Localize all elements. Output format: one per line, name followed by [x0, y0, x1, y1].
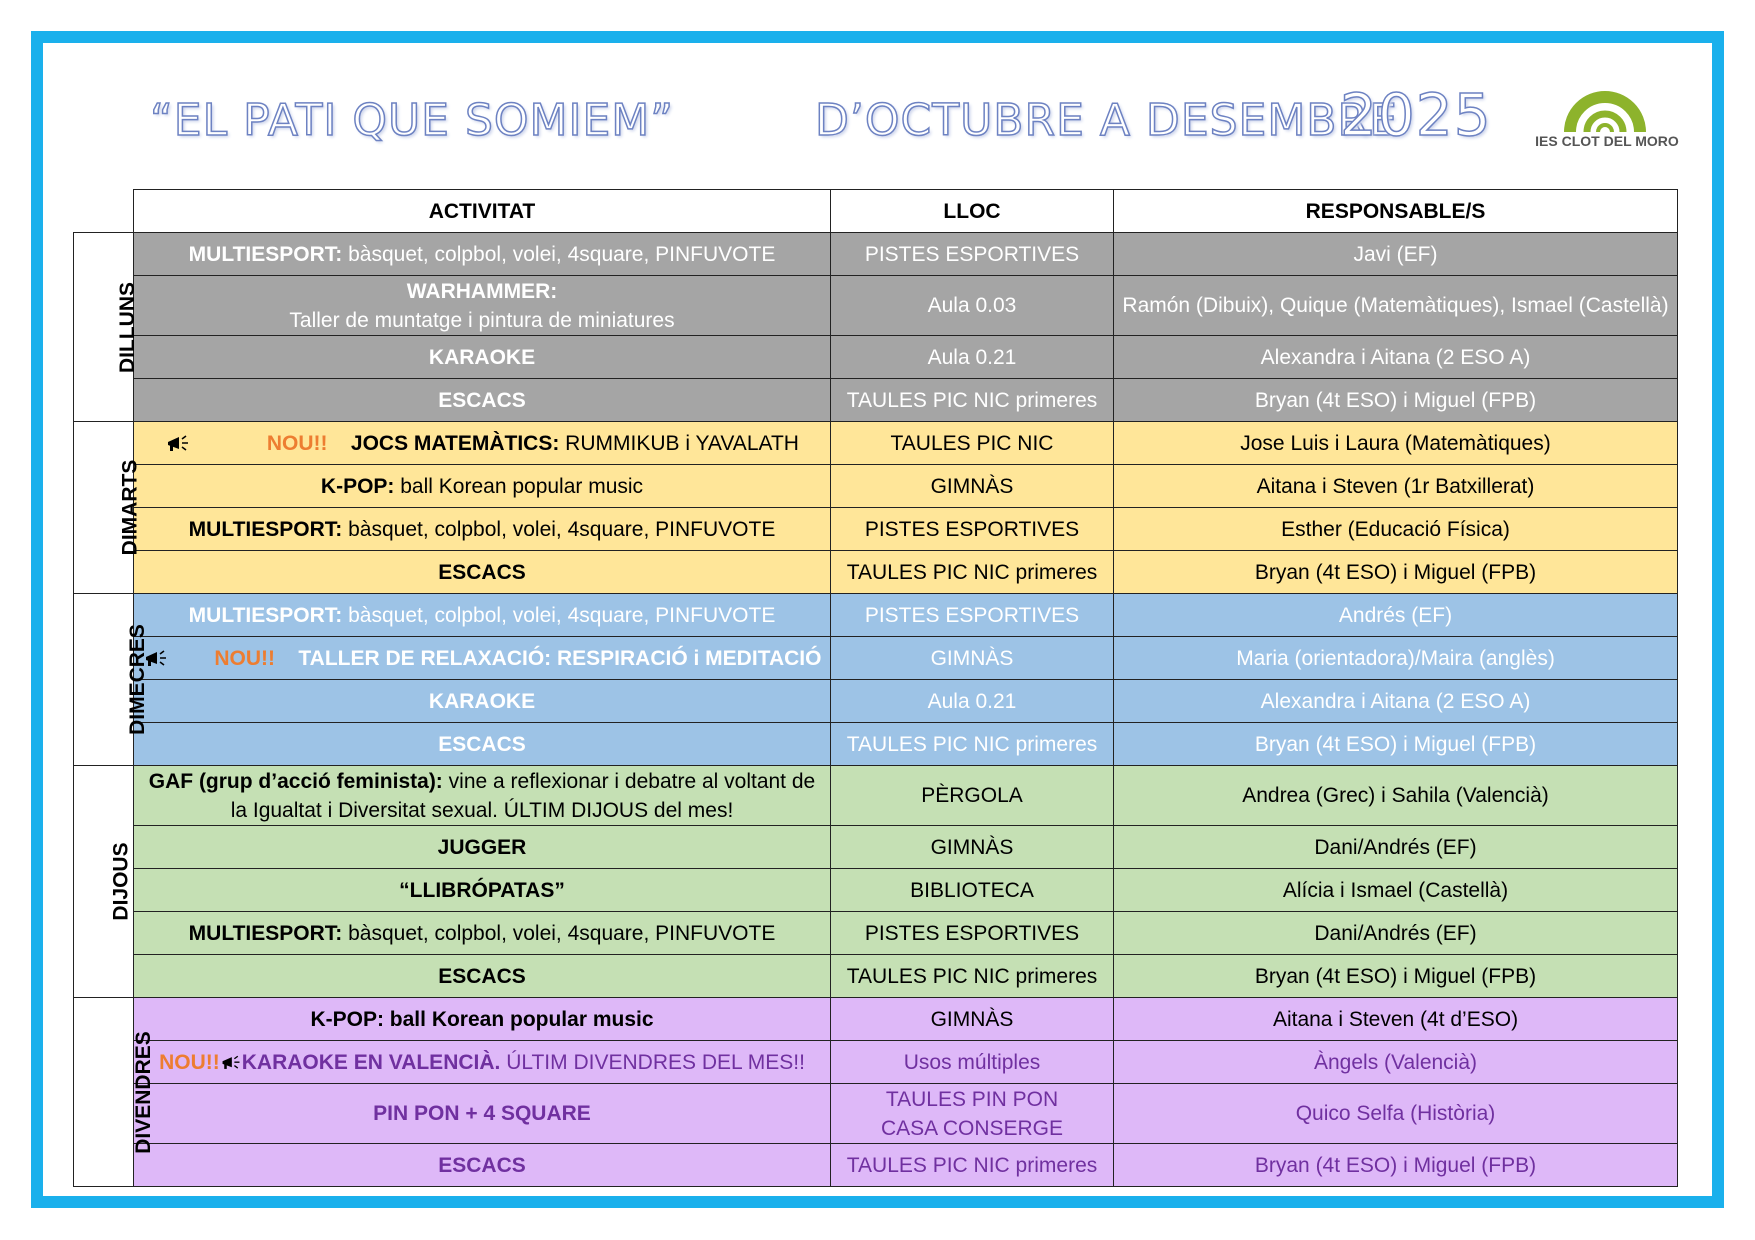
table-row	[74, 508, 1678, 551]
table-row	[74, 379, 1678, 422]
table-row	[74, 551, 1678, 594]
new-badge: NOU!!	[214, 646, 276, 670]
place-cell: GIMNÀS	[831, 637, 1114, 680]
place-cell: Usos múltiples	[831, 1041, 1114, 1084]
activity-cell: ESCACS	[134, 379, 831, 422]
table-row	[74, 1084, 1678, 1144]
day-label-dimarts: DIMARTS	[74, 422, 134, 594]
table-row	[74, 422, 1678, 465]
activity-cell: WARHAMMER: Taller de muntatge i pintura de miniatures	[134, 276, 831, 336]
activity-cell: KARAOKE	[134, 336, 831, 379]
place-cell: Aula 0.21	[831, 680, 1114, 723]
place-cell: TAULES PIC NIC primeres	[831, 955, 1114, 998]
new-badge: NOU!!	[266, 431, 328, 455]
table-row	[74, 998, 1678, 1041]
activity-cell: NOU!! TALLER DE RELAXACIÓ: RESPIRACIÓ i MEDITACIÓ	[134, 637, 831, 680]
new-badge: NOU!!	[159, 1050, 220, 1074]
responsible-cell: Javi (EF)	[1114, 233, 1678, 276]
activity-cell: NOU!! JOCS MATEMÀTICS: RUMMIKUB i YAVALATH	[134, 422, 831, 465]
megaphone-icon	[220, 1053, 242, 1073]
responsible-cell: Àngels (Valencià)	[1114, 1041, 1678, 1084]
activity-cell: “LLIBRÓPATAS”	[134, 869, 831, 912]
responsible-cell: Aitana i Steven (4t d’ESO)	[1114, 998, 1678, 1041]
responsible-cell: Quico Selfa (Història)	[1114, 1084, 1678, 1144]
place-cell: TAULES PIC NIC primeres	[831, 551, 1114, 594]
column-header-activitat: ACTIVITAT	[134, 190, 831, 233]
responsible-cell: Alícia i Ismael (Castellà)	[1114, 869, 1678, 912]
activity-cell: MULTIESPORT: bàsquet, colpbol, volei, 4square, PINFUVOTE	[134, 594, 831, 637]
day-label-divendres: DIVENDRES	[74, 998, 134, 1187]
school-name: IES CLOT DEL MORO	[1535, 133, 1679, 149]
column-header-lloc: LLOC	[831, 190, 1114, 233]
place-cell: TAULES PIN PON CASA CONSERGE	[831, 1084, 1114, 1144]
responsible-cell: Bryan (4t ESO) i Miguel (FPB)	[1114, 551, 1678, 594]
responsible-cell: Ramón (Dibuix), Quique (Matemàtiques), Ismael (Castellà)	[1114, 276, 1678, 336]
place-cell: PISTES ESPORTIVES	[831, 508, 1114, 551]
place-cell: Aula 0.03	[831, 276, 1114, 336]
responsible-cell: Maria (orientadora)/Maira (anglès)	[1114, 637, 1678, 680]
activity-cell: GAF (grup d’acció feminista): vine a reflexionar i debatre al voltant de la Igualtat i Diversitat sexual. ÚLTIM DIJOUS del mes!	[134, 766, 831, 826]
activity-cell: K-POP: ball Korean popular music	[134, 998, 831, 1041]
activity-cell: ESCACS	[134, 1144, 831, 1187]
table-row	[74, 912, 1678, 955]
place-cell: TAULES PIC NIC primeres	[831, 723, 1114, 766]
table-row	[74, 1041, 1678, 1084]
period-title: D’OCTUBRE A DESEMBRE	[815, 95, 1398, 146]
table-header-row	[74, 190, 1678, 233]
table-row	[74, 465, 1678, 508]
table-row	[74, 233, 1678, 276]
activity-cell: MULTIESPORT: bàsquet, colpbol, volei, 4square, PINFUVOTE	[134, 508, 831, 551]
day-label-dimecres: DIMECRES	[74, 594, 134, 766]
table-row	[74, 680, 1678, 723]
column-header-responsables: RESPONSABLE/S	[1114, 190, 1678, 233]
activity-cell: JUGGER	[134, 826, 831, 869]
activity-cell: ESCACS	[134, 723, 831, 766]
place-cell: PÈRGOLA	[831, 766, 1114, 826]
responsible-cell: Jose Luis i Laura (Matemàtiques)	[1114, 422, 1678, 465]
responsible-cell: Dani/Andrés (EF)	[1114, 826, 1678, 869]
place-cell: BIBLIOTECA	[831, 869, 1114, 912]
activity-cell: NOU!! KARAOKE EN VALENCIÀ. ÚLTIM DIVENDRES DEL MES!!	[134, 1041, 831, 1084]
place-cell: GIMNÀS	[831, 465, 1114, 508]
responsible-cell: Esther (Educació Física)	[1114, 508, 1678, 551]
table-row	[74, 1144, 1678, 1187]
place-cell: PISTES ESPORTIVES	[831, 912, 1114, 955]
table-row	[74, 723, 1678, 766]
responsible-cell: Andrés (EF)	[1114, 594, 1678, 637]
table-row	[74, 955, 1678, 998]
table-row	[74, 336, 1678, 379]
responsible-cell: Andrea (Grec) i Sahila (Valencià)	[1114, 766, 1678, 826]
page-title: “EL PATI QUE SOMIEM”	[150, 95, 675, 146]
table-row	[74, 594, 1678, 637]
activity-cell: MULTIESPORT: bàsquet, colpbol, volei, 4square, PINFUVOTE	[134, 233, 831, 276]
responsible-cell: Dani/Andrés (EF)	[1114, 912, 1678, 955]
place-cell: TAULES PIC NIC primeres	[831, 1144, 1114, 1187]
activity-cell: ESCACS	[134, 551, 831, 594]
responsible-cell: Bryan (4t ESO) i Miguel (FPB)	[1114, 955, 1678, 998]
responsible-cell: Aitana i Steven (1r Batxillerat)	[1114, 465, 1678, 508]
activity-cell: ESCACS	[134, 955, 831, 998]
responsible-cell: Bryan (4t ESO) i Miguel (FPB)	[1114, 723, 1678, 766]
place-cell: Aula 0.21	[831, 336, 1114, 379]
day-label-dilluns: DILLUNS	[74, 233, 134, 422]
responsible-cell: Bryan (4t ESO) i Miguel (FPB)	[1114, 1144, 1678, 1187]
megaphone-icon	[165, 434, 191, 454]
table-row	[74, 637, 1678, 680]
year-title: 2025	[1340, 81, 1492, 149]
responsible-cell: Alexandra i Aitana (2 ESO A)	[1114, 336, 1678, 379]
place-cell: PISTES ESPORTIVES	[831, 233, 1114, 276]
table-row	[74, 276, 1678, 336]
activity-cell: K-POP: ball Korean popular music	[134, 465, 831, 508]
table-row	[74, 826, 1678, 869]
responsible-cell: Alexandra i Aitana (2 ESO A)	[1114, 680, 1678, 723]
table-row	[74, 869, 1678, 912]
place-cell: TAULES PIC NIC	[831, 422, 1114, 465]
table-row	[74, 766, 1678, 826]
schedule-table	[73, 189, 1678, 1187]
activity-cell: KARAOKE	[134, 680, 831, 723]
place-cell: GIMNÀS	[831, 826, 1114, 869]
place-cell: GIMNÀS	[831, 998, 1114, 1041]
place-cell: TAULES PIC NIC primeres	[831, 379, 1114, 422]
day-label-dijous: DIJOUS	[74, 766, 134, 998]
responsible-cell: Bryan (4t ESO) i Miguel (FPB)	[1114, 379, 1678, 422]
activity-cell: PIN PON + 4 SQUARE	[134, 1084, 831, 1144]
activity-cell: MULTIESPORT: bàsquet, colpbol, volei, 4square, PINFUVOTE	[134, 912, 831, 955]
place-cell: PISTES ESPORTIVES	[831, 594, 1114, 637]
